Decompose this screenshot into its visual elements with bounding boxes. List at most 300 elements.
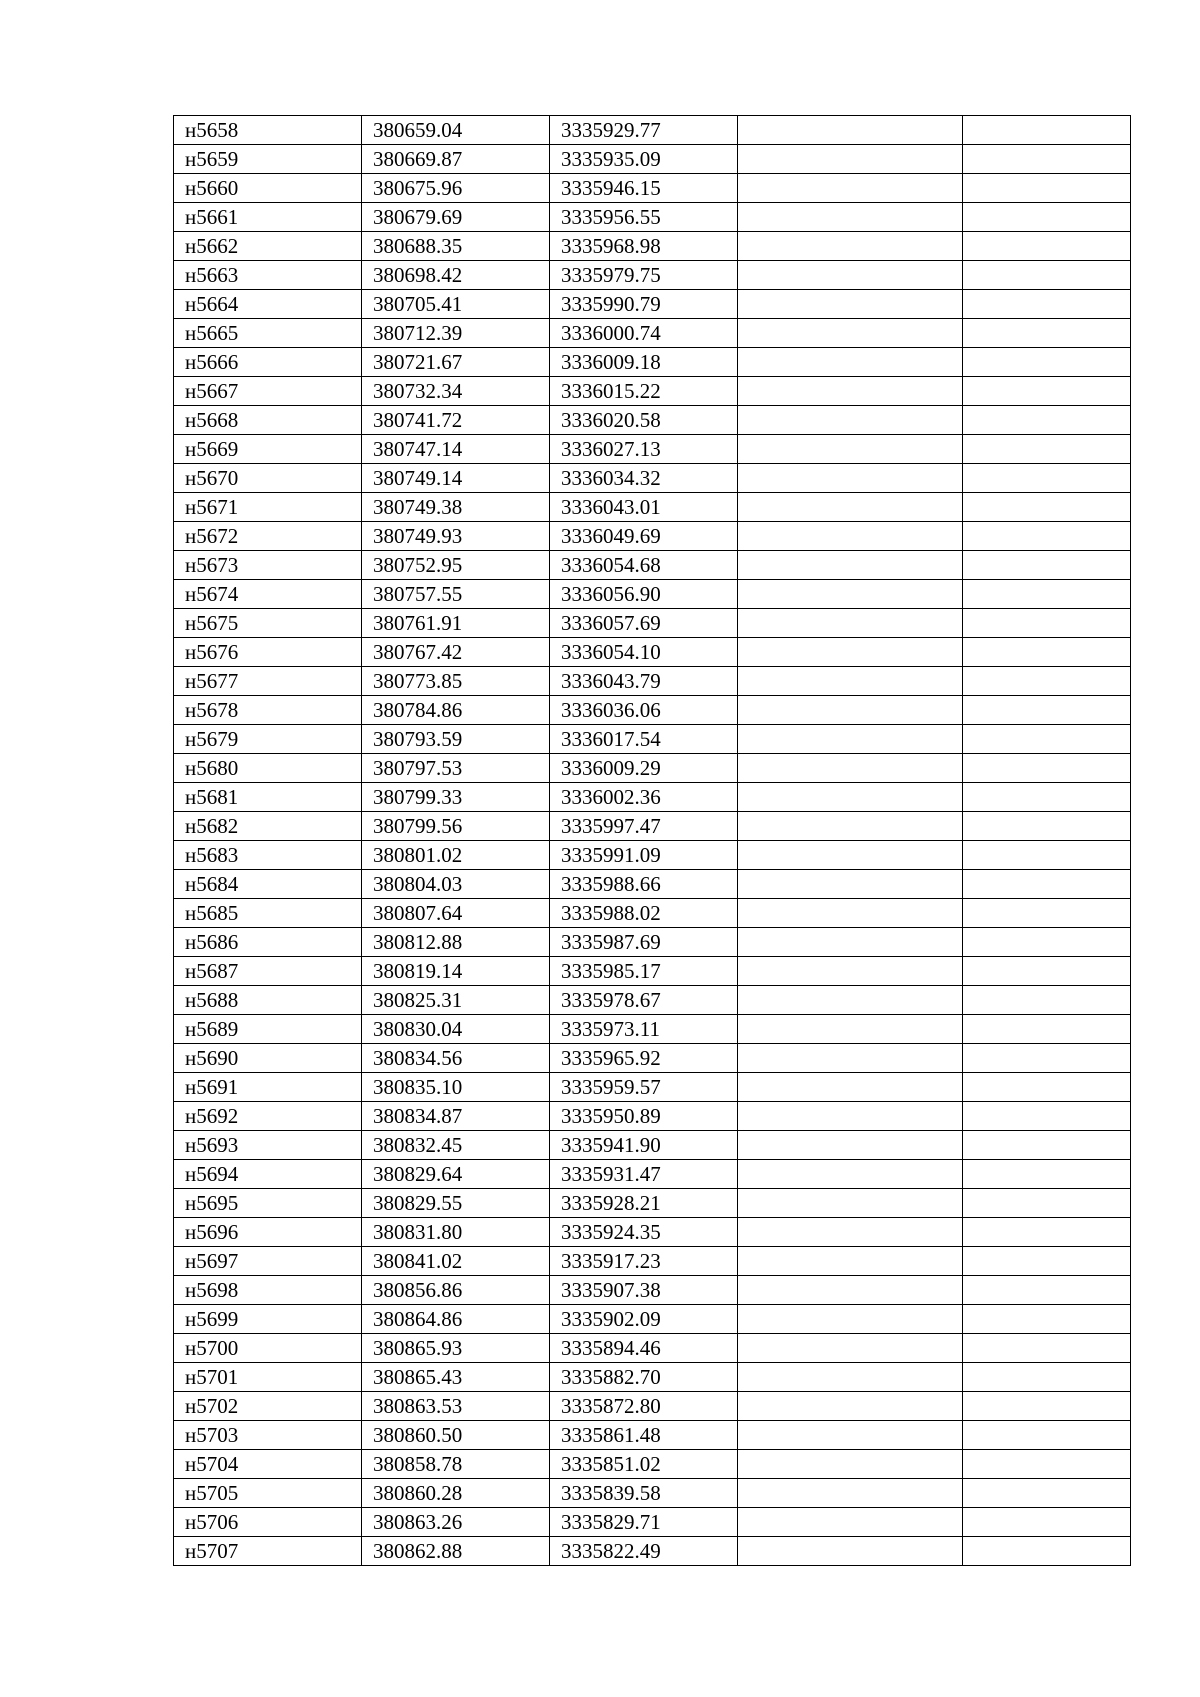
x-coordinate-cell: 380825.31	[362, 986, 550, 1015]
y-coordinate-cell: 3335978.67	[550, 986, 738, 1015]
table-row	[174, 406, 1131, 435]
empty-cell-4	[738, 348, 963, 377]
point-cell: н5688	[174, 986, 362, 1015]
empty-cell-4	[738, 116, 963, 145]
table-row	[174, 1537, 1131, 1566]
point-cell: н5706	[174, 1508, 362, 1537]
x-coordinate-cell: 380841.02	[362, 1247, 550, 1276]
x-coordinate-cell: 380784.86	[362, 696, 550, 725]
y-coordinate-cell: 3336020.58	[550, 406, 738, 435]
x-coordinate-cell: 380797.53	[362, 754, 550, 783]
point-cell: н5669	[174, 435, 362, 464]
table-row	[174, 841, 1131, 870]
empty-cell-4	[738, 232, 963, 261]
coordinates-table-body	[174, 116, 1131, 1566]
empty-cell-4	[738, 638, 963, 667]
x-coordinate-cell: 380864.86	[362, 1305, 550, 1334]
x-coordinate-cell: 380819.14	[362, 957, 550, 986]
empty-cell-4	[738, 1450, 963, 1479]
table-row	[174, 145, 1131, 174]
table-row	[174, 1276, 1131, 1305]
x-coordinate-cell: 380749.93	[362, 522, 550, 551]
x-coordinate-cell: 380831.80	[362, 1218, 550, 1247]
empty-cell-4	[738, 667, 963, 696]
point-cell: н5689	[174, 1015, 362, 1044]
y-coordinate-cell: 3335907.38	[550, 1276, 738, 1305]
table-row	[174, 1160, 1131, 1189]
table-row	[174, 580, 1131, 609]
empty-cell-5	[963, 1189, 1131, 1218]
table-row	[174, 203, 1131, 232]
point-cell: н5658	[174, 116, 362, 145]
point-cell: н5707	[174, 1537, 362, 1566]
empty-cell-5	[963, 870, 1131, 899]
y-coordinate-cell: 3336002.36	[550, 783, 738, 812]
empty-cell-5	[963, 812, 1131, 841]
y-coordinate-cell: 3335941.90	[550, 1131, 738, 1160]
empty-cell-5	[963, 1450, 1131, 1479]
empty-cell-4	[738, 1131, 963, 1160]
y-coordinate-cell: 3336009.18	[550, 348, 738, 377]
x-coordinate-cell: 380834.87	[362, 1102, 550, 1131]
empty-cell-5	[963, 1537, 1131, 1566]
table-row	[174, 1218, 1131, 1247]
table-row	[174, 1392, 1131, 1421]
empty-cell-4	[738, 754, 963, 783]
empty-cell-4	[738, 1363, 963, 1392]
empty-cell-5	[963, 1276, 1131, 1305]
empty-cell-5	[963, 464, 1131, 493]
point-cell: н5695	[174, 1189, 362, 1218]
empty-cell-5	[963, 1334, 1131, 1363]
empty-cell-4	[738, 928, 963, 957]
empty-cell-5	[963, 1102, 1131, 1131]
x-coordinate-cell: 380829.64	[362, 1160, 550, 1189]
y-coordinate-cell: 3335931.47	[550, 1160, 738, 1189]
table-row	[174, 1015, 1131, 1044]
empty-cell-4	[738, 435, 963, 464]
table-row	[174, 725, 1131, 754]
empty-cell-4	[738, 493, 963, 522]
y-coordinate-cell: 3335902.09	[550, 1305, 738, 1334]
y-coordinate-cell: 3335991.09	[550, 841, 738, 870]
x-coordinate-cell: 380858.78	[362, 1450, 550, 1479]
empty-cell-5	[963, 1073, 1131, 1102]
x-coordinate-cell: 380749.38	[362, 493, 550, 522]
point-cell: н5685	[174, 899, 362, 928]
x-coordinate-cell: 380675.96	[362, 174, 550, 203]
table-row	[174, 522, 1131, 551]
y-coordinate-cell: 3335839.58	[550, 1479, 738, 1508]
x-coordinate-cell: 380799.33	[362, 783, 550, 812]
y-coordinate-cell: 3336056.90	[550, 580, 738, 609]
empty-cell-5	[963, 754, 1131, 783]
y-coordinate-cell: 3335935.09	[550, 145, 738, 174]
y-coordinate-cell: 3335861.48	[550, 1421, 738, 1450]
empty-cell-5	[963, 435, 1131, 464]
point-cell: н5674	[174, 580, 362, 609]
y-coordinate-cell: 3335956.55	[550, 203, 738, 232]
empty-cell-5	[963, 1421, 1131, 1450]
empty-cell-5	[963, 1247, 1131, 1276]
table-row	[174, 696, 1131, 725]
point-cell: н5683	[174, 841, 362, 870]
x-coordinate-cell: 380747.14	[362, 435, 550, 464]
x-coordinate-cell: 380698.42	[362, 261, 550, 290]
empty-cell-4	[738, 1537, 963, 1566]
x-coordinate-cell: 380830.04	[362, 1015, 550, 1044]
x-coordinate-cell: 380705.41	[362, 290, 550, 319]
point-cell: н5663	[174, 261, 362, 290]
y-coordinate-cell: 3336027.13	[550, 435, 738, 464]
empty-cell-5	[963, 696, 1131, 725]
point-cell: н5667	[174, 377, 362, 406]
point-cell: н5692	[174, 1102, 362, 1131]
y-coordinate-cell: 3335822.49	[550, 1537, 738, 1566]
point-cell: н5666	[174, 348, 362, 377]
table-row	[174, 1189, 1131, 1218]
empty-cell-5	[963, 899, 1131, 928]
table-row	[174, 667, 1131, 696]
empty-cell-4	[738, 1276, 963, 1305]
y-coordinate-cell: 3335965.92	[550, 1044, 738, 1073]
y-coordinate-cell: 3336049.69	[550, 522, 738, 551]
empty-cell-4	[738, 1218, 963, 1247]
point-cell: н5697	[174, 1247, 362, 1276]
x-coordinate-cell: 380688.35	[362, 232, 550, 261]
empty-cell-5	[963, 551, 1131, 580]
table-row	[174, 319, 1131, 348]
x-coordinate-cell: 380812.88	[362, 928, 550, 957]
point-cell: н5673	[174, 551, 362, 580]
x-coordinate-cell: 380757.55	[362, 580, 550, 609]
x-coordinate-cell: 380832.45	[362, 1131, 550, 1160]
empty-cell-5	[963, 145, 1131, 174]
empty-cell-4	[738, 1392, 963, 1421]
point-cell: н5696	[174, 1218, 362, 1247]
y-coordinate-cell: 3335829.71	[550, 1508, 738, 1537]
empty-cell-5	[963, 841, 1131, 870]
y-coordinate-cell: 3335987.69	[550, 928, 738, 957]
point-cell: н5678	[174, 696, 362, 725]
empty-cell-5	[963, 783, 1131, 812]
empty-cell-4	[738, 1073, 963, 1102]
empty-cell-5	[963, 986, 1131, 1015]
table-row	[174, 1450, 1131, 1479]
y-coordinate-cell: 3335851.02	[550, 1450, 738, 1479]
point-cell: н5684	[174, 870, 362, 899]
x-coordinate-cell: 380659.04	[362, 116, 550, 145]
y-coordinate-cell: 3336043.01	[550, 493, 738, 522]
x-coordinate-cell: 380741.72	[362, 406, 550, 435]
point-cell: н5702	[174, 1392, 362, 1421]
point-cell: н5693	[174, 1131, 362, 1160]
empty-cell-4	[738, 319, 963, 348]
x-coordinate-cell: 380669.87	[362, 145, 550, 174]
empty-cell-5	[963, 1479, 1131, 1508]
table-row	[174, 174, 1131, 203]
empty-cell-5	[963, 1508, 1131, 1537]
y-coordinate-cell: 3335968.98	[550, 232, 738, 261]
x-coordinate-cell: 380679.69	[362, 203, 550, 232]
empty-cell-5	[963, 638, 1131, 667]
point-cell: н5680	[174, 754, 362, 783]
empty-cell-4	[738, 1189, 963, 1218]
table-row	[174, 493, 1131, 522]
x-coordinate-cell: 380865.93	[362, 1334, 550, 1363]
x-coordinate-cell: 380721.67	[362, 348, 550, 377]
x-coordinate-cell: 380752.95	[362, 551, 550, 580]
empty-cell-5	[963, 1160, 1131, 1189]
point-cell: н5682	[174, 812, 362, 841]
x-coordinate-cell: 380834.56	[362, 1044, 550, 1073]
empty-cell-5	[963, 1044, 1131, 1073]
empty-cell-5	[963, 203, 1131, 232]
x-coordinate-cell: 380712.39	[362, 319, 550, 348]
y-coordinate-cell: 3335894.46	[550, 1334, 738, 1363]
empty-cell-4	[738, 406, 963, 435]
table-row	[174, 464, 1131, 493]
empty-cell-5	[963, 522, 1131, 551]
empty-cell-4	[738, 841, 963, 870]
x-coordinate-cell: 380749.14	[362, 464, 550, 493]
x-coordinate-cell: 380865.43	[362, 1363, 550, 1392]
table-row	[174, 290, 1131, 319]
empty-cell-4	[738, 1479, 963, 1508]
y-coordinate-cell: 3335985.17	[550, 957, 738, 986]
empty-cell-5	[963, 1305, 1131, 1334]
table-row	[174, 1508, 1131, 1537]
point-cell: н5671	[174, 493, 362, 522]
y-coordinate-cell: 3335997.47	[550, 812, 738, 841]
table-row	[174, 1421, 1131, 1450]
point-cell: н5699	[174, 1305, 362, 1334]
empty-cell-4	[738, 725, 963, 754]
x-coordinate-cell: 380799.56	[362, 812, 550, 841]
table-row	[174, 986, 1131, 1015]
empty-cell-4	[738, 290, 963, 319]
table-row	[174, 1247, 1131, 1276]
x-coordinate-cell: 380807.64	[362, 899, 550, 928]
point-cell: н5664	[174, 290, 362, 319]
empty-cell-4	[738, 464, 963, 493]
empty-cell-4	[738, 986, 963, 1015]
y-coordinate-cell: 3335882.70	[550, 1363, 738, 1392]
empty-cell-4	[738, 1247, 963, 1276]
table-row	[174, 551, 1131, 580]
empty-cell-5	[963, 609, 1131, 638]
empty-cell-4	[738, 1421, 963, 1450]
y-coordinate-cell: 3335929.77	[550, 116, 738, 145]
empty-cell-4	[738, 1044, 963, 1073]
y-coordinate-cell: 3335917.23	[550, 1247, 738, 1276]
y-coordinate-cell: 3335924.35	[550, 1218, 738, 1247]
empty-cell-4	[738, 174, 963, 203]
point-cell: н5686	[174, 928, 362, 957]
y-coordinate-cell: 3335973.11	[550, 1015, 738, 1044]
empty-cell-4	[738, 1305, 963, 1334]
table-row	[174, 928, 1131, 957]
point-cell: н5690	[174, 1044, 362, 1073]
empty-cell-5	[963, 1392, 1131, 1421]
x-coordinate-cell: 380862.88	[362, 1537, 550, 1566]
point-cell: н5701	[174, 1363, 362, 1392]
y-coordinate-cell: 3336017.54	[550, 725, 738, 754]
empty-cell-4	[738, 1160, 963, 1189]
y-coordinate-cell: 3335950.89	[550, 1102, 738, 1131]
point-cell: н5691	[174, 1073, 362, 1102]
point-cell: н5676	[174, 638, 362, 667]
empty-cell-5	[963, 232, 1131, 261]
y-coordinate-cell: 3335988.66	[550, 870, 738, 899]
table-row	[174, 812, 1131, 841]
point-cell: н5700	[174, 1334, 362, 1363]
y-coordinate-cell: 3335990.79	[550, 290, 738, 319]
y-coordinate-cell: 3336009.29	[550, 754, 738, 783]
point-cell: н5679	[174, 725, 362, 754]
x-coordinate-cell: 380732.34	[362, 377, 550, 406]
x-coordinate-cell: 380863.53	[362, 1392, 550, 1421]
point-cell: н5681	[174, 783, 362, 812]
empty-cell-5	[963, 377, 1131, 406]
point-cell: н5670	[174, 464, 362, 493]
table-row	[174, 1305, 1131, 1334]
empty-cell-5	[963, 957, 1131, 986]
empty-cell-5	[963, 174, 1131, 203]
table-row	[174, 348, 1131, 377]
point-cell: н5704	[174, 1450, 362, 1479]
point-cell: н5665	[174, 319, 362, 348]
x-coordinate-cell: 380856.86	[362, 1276, 550, 1305]
y-coordinate-cell: 3336054.68	[550, 551, 738, 580]
point-cell: н5672	[174, 522, 362, 551]
empty-cell-5	[963, 1131, 1131, 1160]
empty-cell-4	[738, 261, 963, 290]
empty-cell-5	[963, 261, 1131, 290]
x-coordinate-cell: 380793.59	[362, 725, 550, 754]
y-coordinate-cell: 3336054.10	[550, 638, 738, 667]
y-coordinate-cell: 3335959.57	[550, 1073, 738, 1102]
table-row	[174, 1131, 1131, 1160]
x-coordinate-cell: 380767.42	[362, 638, 550, 667]
table-row	[174, 377, 1131, 406]
empty-cell-5	[963, 1218, 1131, 1247]
empty-cell-5	[963, 1363, 1131, 1392]
y-coordinate-cell: 3336057.69	[550, 609, 738, 638]
x-coordinate-cell: 380801.02	[362, 841, 550, 870]
empty-cell-5	[963, 928, 1131, 957]
point-cell: н5660	[174, 174, 362, 203]
empty-cell-5	[963, 493, 1131, 522]
point-cell: н5705	[174, 1479, 362, 1508]
x-coordinate-cell: 380860.28	[362, 1479, 550, 1508]
point-cell: н5687	[174, 957, 362, 986]
x-coordinate-cell: 380829.55	[362, 1189, 550, 1218]
empty-cell-4	[738, 609, 963, 638]
point-cell: н5668	[174, 406, 362, 435]
x-coordinate-cell: 380863.26	[362, 1508, 550, 1537]
table-row	[174, 754, 1131, 783]
table-row	[174, 1073, 1131, 1102]
table-row	[174, 957, 1131, 986]
empty-cell-4	[738, 899, 963, 928]
empty-cell-4	[738, 870, 963, 899]
x-coordinate-cell: 380773.85	[362, 667, 550, 696]
empty-cell-5	[963, 319, 1131, 348]
empty-cell-4	[738, 522, 963, 551]
x-coordinate-cell: 380860.50	[362, 1421, 550, 1450]
x-coordinate-cell: 380761.91	[362, 609, 550, 638]
empty-cell-5	[963, 580, 1131, 609]
point-cell: н5698	[174, 1276, 362, 1305]
empty-cell-5	[963, 667, 1131, 696]
y-coordinate-cell: 3335946.15	[550, 174, 738, 203]
empty-cell-4	[738, 783, 963, 812]
y-coordinate-cell: 3336000.74	[550, 319, 738, 348]
empty-cell-4	[738, 145, 963, 174]
point-cell: н5677	[174, 667, 362, 696]
y-coordinate-cell: 3336034.32	[550, 464, 738, 493]
empty-cell-4	[738, 696, 963, 725]
empty-cell-4	[738, 377, 963, 406]
y-coordinate-cell: 3336043.79	[550, 667, 738, 696]
table-row	[174, 435, 1131, 464]
empty-cell-5	[963, 406, 1131, 435]
point-cell: н5661	[174, 203, 362, 232]
empty-cell-4	[738, 1102, 963, 1131]
point-cell: н5659	[174, 145, 362, 174]
empty-cell-5	[963, 290, 1131, 319]
y-coordinate-cell: 3336015.22	[550, 377, 738, 406]
table-row	[174, 232, 1131, 261]
x-coordinate-cell: 380835.10	[362, 1073, 550, 1102]
table-row	[174, 638, 1131, 667]
table-row	[174, 1102, 1131, 1131]
table-row	[174, 1044, 1131, 1073]
empty-cell-4	[738, 1334, 963, 1363]
empty-cell-5	[963, 1015, 1131, 1044]
table-row	[174, 609, 1131, 638]
table-row	[174, 1334, 1131, 1363]
coordinates-table	[173, 115, 1131, 1566]
y-coordinate-cell: 3335928.21	[550, 1189, 738, 1218]
table-row	[174, 899, 1131, 928]
table-row	[174, 783, 1131, 812]
empty-cell-4	[738, 957, 963, 986]
empty-cell-5	[963, 348, 1131, 377]
point-cell: н5662	[174, 232, 362, 261]
point-cell: н5703	[174, 1421, 362, 1450]
x-coordinate-cell: 380804.03	[362, 870, 550, 899]
empty-cell-4	[738, 1508, 963, 1537]
empty-cell-5	[963, 116, 1131, 145]
y-coordinate-cell: 3335988.02	[550, 899, 738, 928]
empty-cell-4	[738, 812, 963, 841]
y-coordinate-cell: 3335872.80	[550, 1392, 738, 1421]
table-row	[174, 261, 1131, 290]
empty-cell-5	[963, 725, 1131, 754]
empty-cell-4	[738, 551, 963, 580]
table-row	[174, 116, 1131, 145]
table-row	[174, 1363, 1131, 1392]
empty-cell-4	[738, 580, 963, 609]
point-cell: н5675	[174, 609, 362, 638]
table-row	[174, 1479, 1131, 1508]
empty-cell-4	[738, 1015, 963, 1044]
point-cell: н5694	[174, 1160, 362, 1189]
y-coordinate-cell: 3336036.06	[550, 696, 738, 725]
empty-cell-4	[738, 203, 963, 232]
